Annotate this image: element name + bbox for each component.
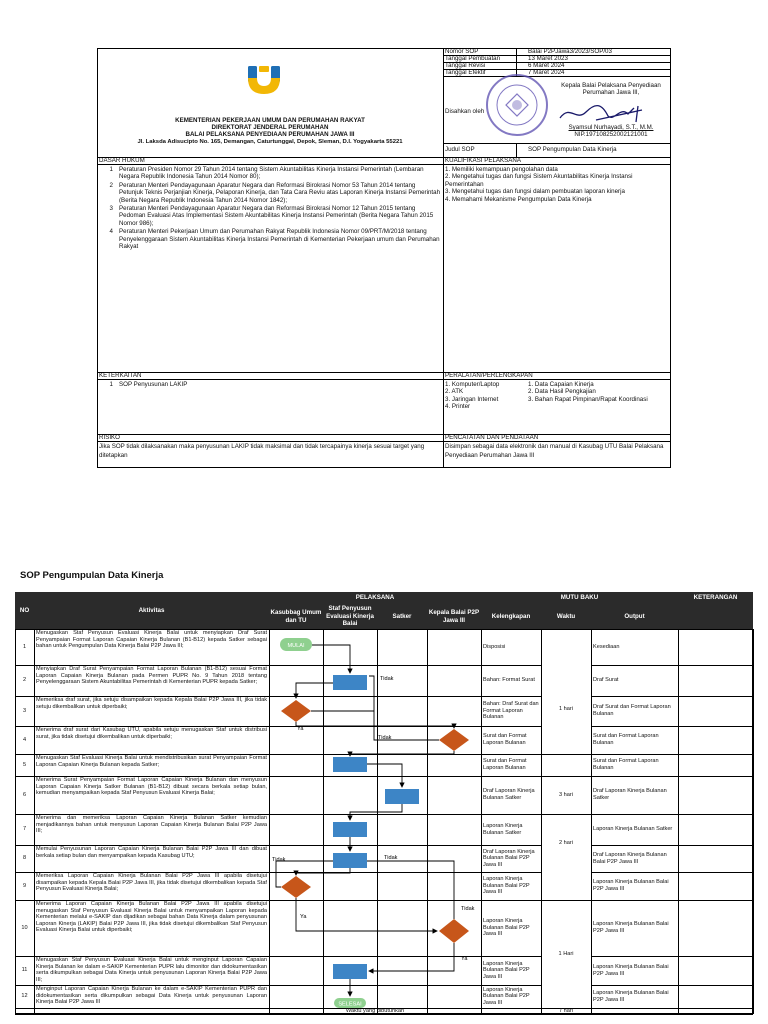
flow-arrow [350,804,402,820]
org-address: Jl. Laksda Adisucipto No. 165, Demangan, Caturtunggal, Depok, Sleman, D.I. Yogyakarta 55221 [137,139,403,145]
col-header-kepala: Kepala Balai P2P Jawa III [427,604,481,629]
row-kelengkapan: Laporan Kinerja Bulanan Balai P2P Jawa III [483,986,530,1006]
row-no: 8 [22,855,27,862]
row-kelengkapan: Draf Laporan Kinerja Bulanan Balai P2P Jawa III [483,848,535,868]
col-header-kelengkapan: Kelengkapan [481,604,541,629]
dasar-hukum-item: 4 Peraturan Menteri Pekerjaan Umum dan Perumahan Rakyat Republik Indonesia Nomor 09/PRT/M/2018 tentang Penyelenggaraan Sistem Akuntabilitas Kinerja Instansi Pemerintah di Kementerian Pekerjaan umum dan Perumahan Rakyat [109,228,440,251]
kualifikasi-title: KUALIFIKASI PELAKSANA [445,157,521,164]
row-output: Laporan Kinerja Bulanan Balai P2P Jawa III [593,963,669,977]
row-output: Surat dan Format Laporan Bulanan [593,758,659,771]
row-kelengkapan: Surat dan Format Laporan Bulanan [483,758,527,771]
col-header-staf: Staf Penyusun Evaluasi Kinerja Balai [323,604,377,629]
col-header-mutu: MUTU BAKU [481,592,678,604]
start-label: MULAI [287,643,305,649]
row-aktivitas: Menyiapkan Draf Surat Penyampaian Format Laporan Bulanan (B1-B12) sesuai Format Laporan Capaian Kinerja Bulanan pada Permen PUPR No. 9 Tahun 2018 tentang Penyelenggaraan Sistem Akuntabilitas Pemerintah di Kementerian PUPR kepada Satker; [36,666,267,686]
row-aktivitas: Menerima dan memeriksa Laporan Capaian Kinerja Bulanan Satker kemudian menjadikannya bahan untuk menyusun Laporan Capaian Kinerja Bulanan Balai P2P Jawa III; [36,815,267,835]
row-no: 12 [21,993,28,1000]
sop-title: SOP Pengumpulan Data Kinerja [20,570,164,581]
row-no: 1 [22,643,27,650]
tidak-label: Tidak [380,676,394,682]
field-label-revisi: Tanggal Revisi [445,62,486,69]
process-box [333,757,367,772]
waktu-1-hari: 1 hari [559,706,573,713]
row-kelengkapan: Laporan Kinerja Bulanan Balai P2P Jawa III [483,918,530,938]
col-header-satker: Satker [377,604,427,629]
org-balai: BALAI PELAKSANA PENYEDIAAN PERUMAHAN JAWA III [185,131,355,138]
row-no: 5 [22,761,27,768]
row-aktivitas: Memeriksa Laporan Capaian Kinerja Bulanan Balai P2P Jawa III apabila disetujui disampaikan kepada Kepala Balai P2P Jawa III, jika tidak disetujui dikembalikan kepada Staf Penyusun Evaluasi Kinerja Balai; [36,873,267,893]
peralatan-col2: 1. Data Capaian Kinerja 2. Data Hasil Pengkajian 3. Bahan Rapat Pimpinan/Rapat Koordinasi [528,381,648,403]
tidak-label: Tidak [272,857,286,863]
waktu-2-hari: 2 hari [559,839,573,846]
row-output: Laporan Kinerja Bulanan Satker [593,826,673,833]
col-header-output: Output [591,604,678,629]
kualifikasi-item: 2. Mengetahui tugas dan fungsi Sistem Akuntabilitas Kinerja Instansi Pemerintahan [445,173,633,188]
kualifikasi-item: 4. Memahami Mekanisme Pengumpulan Data Kinerja [445,195,592,203]
field-label-nomor: Nomor SOP [445,48,479,55]
process-box [333,675,367,690]
peralatan-title: PERALATAN/PERLENGKAPAN [445,372,533,379]
kualifikasi-item: 1. Memiliki kemampuan pengolahan data [445,166,558,173]
process-box [333,853,367,868]
row-kelengkapan: Bahan: Format Surat [483,677,535,684]
flow-arrow [369,943,454,971]
row-no: 11 [21,967,28,974]
flow-arrow [296,868,350,875]
judul-label: Judul SOP [445,146,475,153]
dasar-hukum-title: DASAR HUKUM [99,157,145,164]
row-no: 10 [21,924,28,931]
peralatan-col1: 1. Komputer/Laptop 2. ATK 3. Jaringan Internet 4. Printer [445,381,500,411]
process-box [333,964,367,979]
total-label: Waktu yang dibutuhkan [345,1008,405,1014]
risiko-title: RISIKO [99,434,120,441]
row-output: Draf Laporan Kinerja Bulanan Satker [593,788,667,801]
col-header-aktivitas: Aktivitas [34,592,269,629]
keterkaitan-title: KETERKAITAN [99,372,142,379]
row-no: 7 [22,826,27,833]
judul-value: SOP Pengumpulan Data Kinerja [528,146,617,153]
row-no: 3 [22,707,27,714]
row-kelengkapan: Laporan Kinerja Bulanan Balai P2P Jawa III [483,960,530,980]
waktu-1-hari-b: 1 Hari [558,950,574,957]
row-kelengkapan: Surat dan Format Laporan Bulanan [483,733,527,746]
tidak-label: Tidak [461,906,475,912]
field-value-revisi: 6 Maret 2024 [528,62,565,69]
col-header-keterangan: KETERANGAN [678,592,753,604]
risiko-text: Jika SOP tidak dilaksanakan maka penyusunan LAKIP tidak maksimal dan tidak tercapainya kinerja sesuai target yang ditetapkan [99,443,425,459]
kualifikasi-item: 3. Mengetahui tugas dan fungsi dalam pembuatan laporan kinerja [445,188,625,196]
row-aktivitas: Menginput Laporan Capaian Kinerja Bulanan ke dalam e-SAKIP Kementerian PUPR dan didokumentasikan serta dikumpulkan sebagai Data Kinerja untuk penyusunan Laporan Kinerja Balai P2P Jawa III [36,986,267,1006]
row-no: 9 [22,882,27,889]
row-output: Kesediaan [593,643,620,650]
field-value-pembuatan: 13 Maret 2023 [528,55,568,62]
decision-diamond [439,729,469,751]
row-aktivitas: Menerima draf surat dari Kasubag UTU, apabila setuju menugaskan Staf untuk distribusi surat, jika tidak disetujui dikembalikan untuk diperbaiki; [36,727,267,740]
row-output: Surat dan Format Laporan Bulanan [593,733,659,746]
process-box [333,822,367,837]
row-kelengkapan: Laporan Kinerja Bulanan Satker [483,822,523,836]
field-label-pembuatan: Tanggal Pembuatan [445,55,501,62]
row-output: Laporan Kinerja Bulanan Balai P2P Jawa III [593,921,669,934]
row-no: 6 [22,791,27,798]
keterkaitan-item: 1 SOP Penyusunan LAKIP [109,381,188,388]
signer-name: Syamsul Nurhayadi, S.T., M.M. [568,124,654,131]
ya-label: Ya [461,956,468,962]
flow-arrow [312,645,350,673]
org-ministry: KEMENTERIAN PEKERJAAN UMUM DAN PERUMAHAN RAKYAT [175,117,365,124]
process-box [385,789,419,804]
row-kelengkapan: Bahan: Draf Surat dan Format Laporan Bulanan [483,701,539,721]
total-value: 7 hari [559,1008,573,1014]
disahkan-label: Disahkan oleh [445,108,485,115]
row-output: Laporan Kinerja Bulanan Balai P2P Jawa III [593,879,669,892]
tidak-label: Tidak [378,735,392,741]
col-header-no: NO [15,592,34,629]
dasar-hukum-item: 3 Peraturan Menteri Pendayagunaan Aparatur Negara dan Reformasi Birokrasi Nomor 12 Tahun 2015 tentang Pedoman Evaluasi Atas Implementasi Sistem Akuntabilitas Kinerja Instansi Pemerintah (Berita Negara Tahun 2015 Nomor 986); [109,205,434,227]
flow-arrow [367,764,402,787]
dasar-hukum-item: 2 Peraturan Menteri Pendayagunaan Aparatur Negara dan Reformasi Birokrasi Nomor 53 Tahun 2014 tentang Petunjuk Teknis Perjanjian Kinerja, Pelaporan Kinerja, dan Tata Cara Reviu atas Laporan Kinerja Instansi Pemerintah (Berita Negara Republik Indonesia Tahun 2014 Nomor 1842); [109,181,441,204]
row-no: 2 [22,677,27,684]
end-label: SELESAI [338,1001,362,1008]
signer-nip: NIP.197108252002121001 [574,131,648,138]
row-kelengkapan: Laporan Kinerja Bulanan Balai P2P Jawa III [483,876,530,896]
row-aktivitas: Menugaskan Staf Penyusun Evaluasi Kinerja Balai untuk menyiapkan Draf Surat Penyampaian Format Laporan Capaian Kinerja Bulanan (B1-B12) kepada Satker sebagai bahan untuk Pengumpulan Data Kinerja Balai P2P Jawa III; [36,630,267,650]
row-output: Draf Laporan Kinerja Bulanan Balai P2P Jawa III [593,851,667,865]
flow-arrow [296,722,454,728]
row-no: 4 [22,736,27,743]
decision-diamond [281,876,311,898]
org-directorate: DIREKTORAT JENDERAL PERUMAHAN [211,124,329,131]
waktu-3-hari: 3 hari [559,791,573,798]
signer-title: Kepala Balai Pelaksana Penyediaan Perumahan Jawa III, [561,82,661,97]
row-aktivitas: Menerima Laporan Capaian Kinerja Bulanan Balai P2P Jawa III apabila disetujui menugaskan Staf Penyusun Evaluasi Kinerja Balai untuk menyampaikan Laporan kepada Kementerian melalui e-SAKIP dan dijadikan sebagai bahan Data Kinerja dalam penyusunan Laporan Kinerja (LAKIP) Balai P2P Jawa III, jika tidak disetujui dikembalikan Staf Penyusun Evaluasi Kinerja Balai untuk diperbaiki; [36,901,267,934]
flow-arrow [296,683,333,698]
ya-label: Ya [300,914,307,920]
pencatatan-title: PENCATATAN DAN PENDATAAN [445,434,539,441]
flow-arrow-back [367,861,454,919]
field-value-nomor: Balai P2PJawa3/2023/SOP/03 [528,48,612,55]
field-label-efektif: Tanggal Efektif [445,69,486,76]
row-aktivitas: Memulai Penyusunan Laporan Capaian Kinerja Bulanan Balai P2P Jawa III dan dibuat berkala setiap bulan dan menyampaikan kepada Kasubag UTU; [36,846,267,859]
col-header-kasubbag: Kasubbag Umum dan TU [269,604,323,629]
row-output: Draf Surat [593,677,619,684]
pencatatan-text: Disimpan sebagai data elektronik dan manual di Kasubag UTU Balai Pelaksana Penyediaan Perumahan Jawa III [445,443,664,459]
field-value-efektif: 7 Maret 2024 [528,69,565,76]
row-aktivitas: Memeriksa draf surat, jika setuju disampaikan kepada Kepala Balai P2P Jawa III, jika tidak setuju dikembalikan untuk diperbaiki; [36,697,267,710]
col-header-pelaksana: PELAKSANA [269,592,481,604]
flow-arrow [350,751,454,756]
col-header-waktu: Waktu [541,604,591,629]
row-aktivitas: Menugaskan Staf Evaluasi Kinerja Balai untuk mendistribusikan surat Penyampaian Format Laporan Capaian Kinerja Bulanan kepada Satker; [36,755,267,768]
row-kelengkapan: Draf Laporan Kinerja Bulanan Satker [483,788,535,801]
row-aktivitas: Menerima Surat Penyampaian Format Laporan Capaian Kinerja Bulanan dan menyusun Laporan Capaian Kinerja Satker Bulanan (B1-B12) dibuat secara berkala setiap bulan, kemudian menyampaikan kepada Staf Penyusun Evaluasi Kinerja Balai; [36,777,267,797]
row-output: Draf Surat dan Format Laporan Bulanan [593,704,671,717]
dasar-hukum-item: 1 Peraturan Presiden Nomor 29 Tahun 2014 tentang Sistem Akuntabilitas Kinerja Instansi Pemerintah (Lembaran Negara Republik Indonesia Tahun 2014 Nomor 80); [109,166,424,181]
row-aktivitas: Menugaskan Staf Penyusun Evaluasi Kinerja Balai untuk menginput Laporan Capaian Kinerja Bulanan ke dalam e-SAKIP Kementerian PUPR lalu dimonitor dan didokumentasikan serta dikumpulkan sebagai Data Kinerja untuk penyusunan Laporan Kinerja Balai P2P Jawa III; [36,957,267,983]
flow-arrow [296,898,437,931]
decision-diamond [439,919,469,943]
row-kelengkapan: Disposisi [483,643,506,650]
row-output: Laporan Kinerja Bulanan Balai P2P Jawa III [593,989,669,1003]
ya-label: Ya [297,726,304,732]
decision-diamond [281,700,311,722]
tidak-label: Tidak [384,855,398,861]
